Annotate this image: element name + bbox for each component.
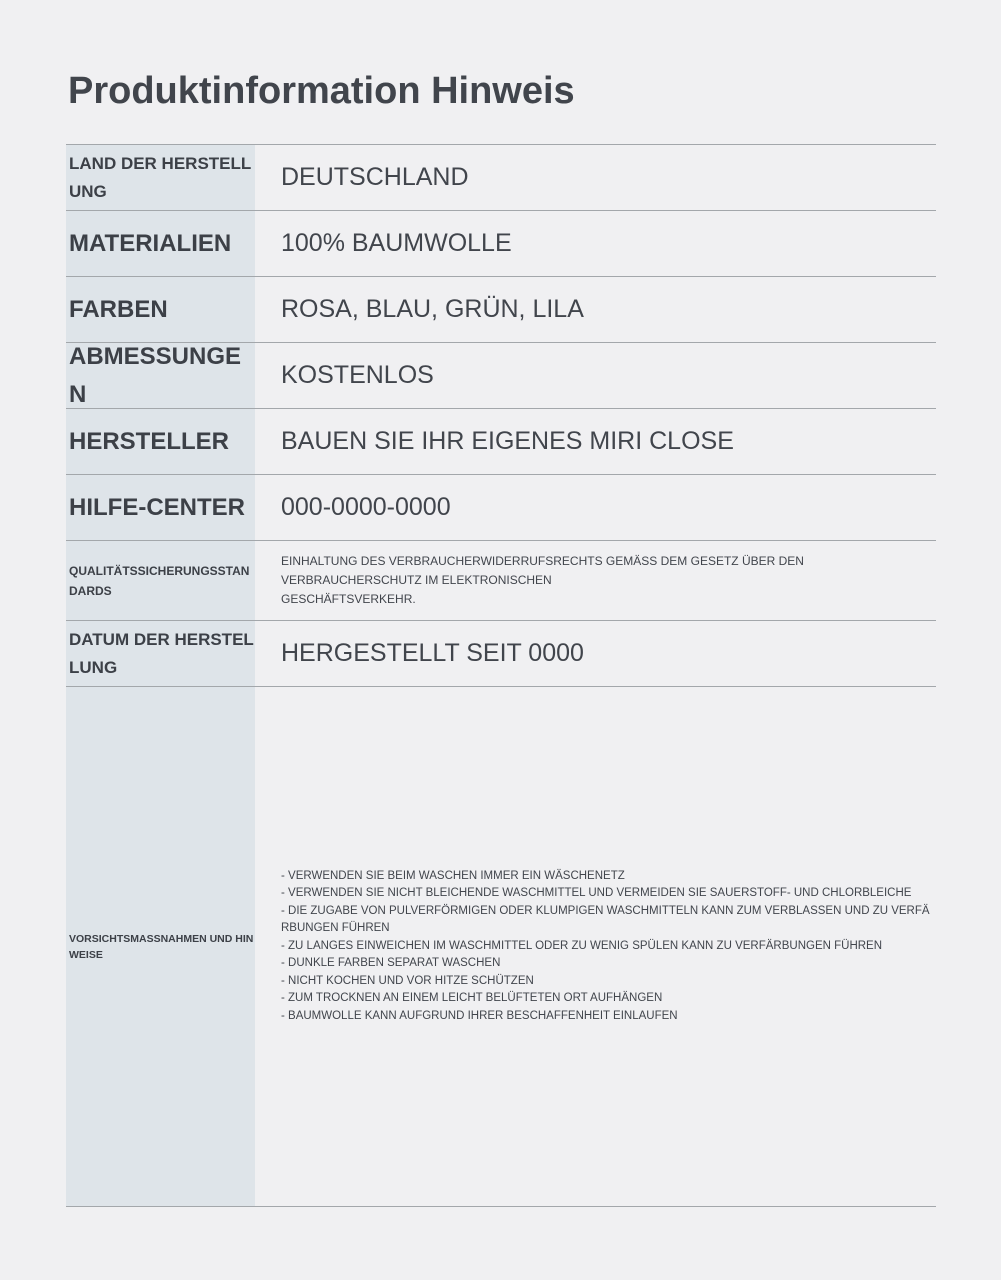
- row-value: DEUTSCHLAND: [281, 163, 469, 191]
- row-label: HILFE-CENTER: [66, 475, 255, 540]
- row-value: 100% BAUMWOLLE: [281, 229, 512, 257]
- row-label: DATUM DER HERSTELLUNG: [66, 621, 255, 686]
- row-label: VORSICHTSMASSNAHMEN UND HINWEISE: [66, 687, 255, 1206]
- table-row: [66, 409, 936, 475]
- page-title: Produktinformation Hinweis: [68, 70, 575, 112]
- table-row: [66, 541, 936, 621]
- row-value: HERGESTELLT SEIT 0000: [281, 639, 584, 667]
- row-value: 000-0000-0000: [281, 493, 451, 521]
- product-info-table: [66, 144, 936, 1207]
- row-value: - VERWENDEN SIE BEIM WASCHEN IMMER EIN WÄSCHENETZ - VERWENDEN SIE NICHT BLEICHENDE WASCHMITTEL UND VERMEIDEN SIE SAUERSTOFF- UND CHLORBLEICHE - DIE ZUGABE VON PULVERFÖRMIGEN ODER KLUMPIGEN WASCHMITTELN KANN ZUM VERBLASSEN UND ZU VERFÄRBUNGEN FÜHREN - ZU LANGES EINWEICHEN IM WASCHMITTEL ODER ZU WENIG SPÜLEN KANN ZU VERFÄRBUNGEN FÜHREN - DUNKLE FARBEN SEPARAT WASCHEN - NICHT KOCHEN UND VOR HITZE SCHÜTZEN - ZUM TROCKNEN AN EINEM LEICHT BELÜFTETEN ORT AUFHÄNGEN - BAUMWOLLE KANN AUFGRUND IHRER BESCHAFFENHEIT EINLAUFEN: [281, 869, 930, 1022]
- table-row: [66, 145, 936, 211]
- table-row: [66, 343, 936, 409]
- row-label: MATERIALIEN: [66, 211, 255, 276]
- row-value: EINHALTUNG DES VERBRAUCHERWIDERRUFSRECHTS GEMÄSS DEM GESETZ ÜBER DEN VERBRAUCHERSCHUTZ IM ELEKTRONISCHEN GESCHÄFTSVERKEHR.: [281, 554, 804, 606]
- row-value: BAUEN SIE IHR EIGENES MIRI CLOSE: [281, 427, 734, 455]
- row-label: LAND DER HERSTELLUNG: [66, 145, 255, 210]
- table-row: [66, 687, 936, 1207]
- row-label: ABMESSUNGEN: [66, 343, 255, 408]
- table-row: [66, 277, 936, 343]
- table-row: [66, 475, 936, 541]
- row-label: HERSTELLER: [66, 409, 255, 474]
- table-row: [66, 211, 936, 277]
- row-label: QUALITÄTSSICHERUNGSSTANDARDS: [66, 541, 255, 620]
- row-value: KOSTENLOS: [281, 361, 434, 389]
- row-value: ROSA, BLAU, GRÜN, LILA: [281, 295, 584, 323]
- row-label: FARBEN: [66, 277, 255, 342]
- table-row: [66, 621, 936, 687]
